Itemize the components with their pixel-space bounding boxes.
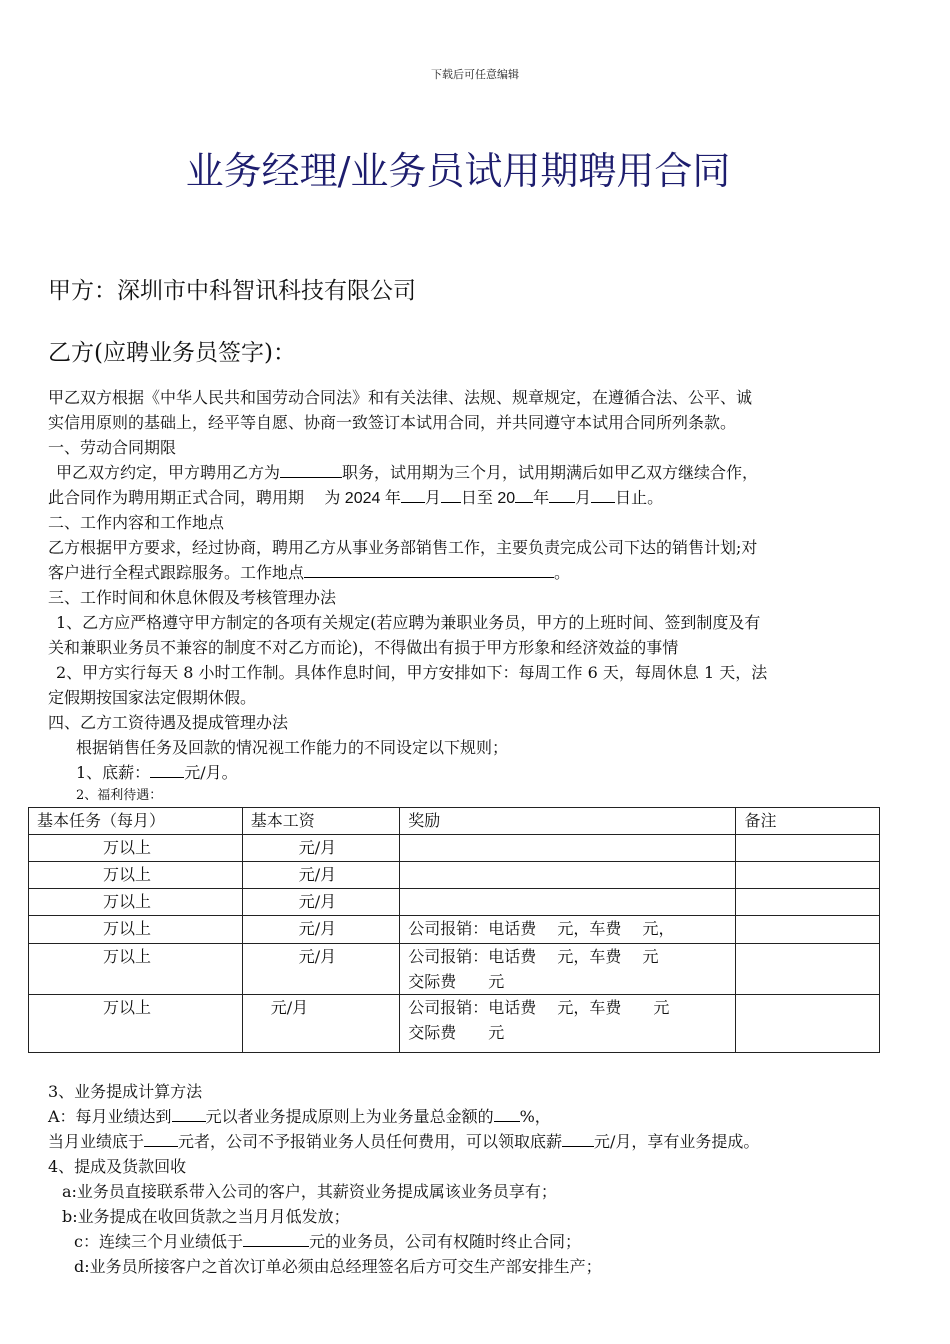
wage-cell: 元/月 <box>242 889 400 916</box>
commission-percent-blank[interactable] <box>494 1104 520 1122</box>
text: 元者，公司不予报销业务人员任何费用，可以领取底薪 <box>178 1132 563 1151</box>
base-pay-blank[interactable] <box>562 1129 594 1147</box>
start-day-blank[interactable] <box>441 485 461 503</box>
party-a: 甲方：深圳市中科智讯科技有限公司 <box>48 278 416 304</box>
section-3-item-1-line-2: 关和兼职业务员不兼容的制度不对乙方而论)，不得做出有损于甲方形象和经济效益的事情 <box>48 638 679 657</box>
document-title: 业务经理/业务员试用期聘用合同 <box>185 149 731 193</box>
text: 职务，试用期为三个月，试用期满后如甲乙双方继续合作， <box>342 463 759 482</box>
section-4-intro: 根据销售任务及回款的情况视工作能力的不同设定以下规则； <box>76 738 509 757</box>
note-cell <box>736 835 880 862</box>
note-cell <box>736 862 880 889</box>
section-2-line-2 <box>48 560 570 585</box>
position-blank[interactable] <box>280 460 342 478</box>
party-b: 乙方(应聘业务员签字)： <box>48 340 296 366</box>
collection-item-c <box>74 1229 581 1254</box>
section-3-title: 三、工作时间和休息休假及考核管理办法 <box>48 588 337 607</box>
text: 甲乙双方约定，甲方聘用乙方为 <box>56 463 281 482</box>
wage-cell: 元/月 <box>242 995 400 1053</box>
header-note: 备注 <box>736 808 880 835</box>
task-cell: 万以上 <box>29 835 243 862</box>
section-1-line-1 <box>56 460 758 485</box>
end-year-blank[interactable] <box>515 485 533 503</box>
text: 当月业绩底于 <box>48 1132 145 1151</box>
section-2-line-1: 乙方根据甲方要求，经过协商，聘用乙方从事业务部销售工作，主要负责完成公司下达的销售计划;对 <box>48 538 758 557</box>
end-day-blank[interactable] <box>591 485 615 503</box>
reward-cell <box>400 835 736 862</box>
note-cell <box>736 916 880 944</box>
table-row <box>29 862 880 889</box>
header-reward: 奖励 <box>400 808 736 835</box>
wage-cell: 元/月 <box>242 916 400 944</box>
section-4-welfare-label: 2、福利待遇： <box>76 788 163 803</box>
reward-cell <box>400 995 736 1053</box>
text: 月 <box>424 488 441 507</box>
task-cell: 万以上 <box>29 889 243 916</box>
start-month-blank[interactable] <box>401 485 425 503</box>
reward-line-2: 交际费 元 <box>408 972 505 991</box>
section-4-base-salary <box>76 760 238 785</box>
text: A：每月业绩达到 <box>48 1107 172 1126</box>
reward-cell <box>400 944 736 995</box>
header-task: 基本任务（每月） <box>29 808 243 835</box>
reward-cell <box>400 862 736 889</box>
text: 元/月，享有业务提成。 <box>594 1132 760 1151</box>
collection-item-b: b:业务提成在收回货款之当月月低发放； <box>62 1207 350 1226</box>
note-cell <box>736 995 880 1053</box>
table-header-row <box>29 808 880 835</box>
text: 客户进行全程式跟踪服务。工作地点 <box>48 563 305 582</box>
commission-rule-b <box>48 1129 759 1154</box>
intro-line-1: 甲乙双方根据《中华人民共和国劳动合同法》和有关法律、法规、规章规定，在遵循合法、公平、诚 <box>48 388 753 407</box>
reward-line-1: 公司报销：电话费 元，车费 元 <box>408 998 670 1017</box>
wage-cell: 元/月 <box>242 944 400 995</box>
reward-cell <box>400 889 736 916</box>
note-cell <box>736 944 880 995</box>
section-3-item-1-line-1: 1、乙方应严格遵守甲方制定的各项有关规定(若应聘为兼职业务员，甲方的上班时间、签到制度及有 <box>56 613 761 632</box>
reward-line-1: 公司报销：电话费 元，车费 元 <box>408 947 659 966</box>
text: 。 <box>554 563 571 582</box>
task-cell: 万以上 <box>29 916 243 944</box>
section-3-item-2-line-2: 定假期按国家法定假期休假。 <box>48 688 257 707</box>
text: 元的业务员，公司有权随时终止合同； <box>308 1232 581 1251</box>
text: 元/月。 <box>184 763 238 782</box>
text: 此合同作为聘用期正式合同，聘用期 <box>48 488 305 507</box>
text: 月 <box>575 488 592 507</box>
task-cell: 万以上 <box>29 862 243 889</box>
text: 元以者业务提成原则上为业务量总金额的 <box>205 1107 494 1126</box>
commission-title: 3、业务提成计算方法 <box>48 1082 203 1101</box>
section-2-title: 二、工作内容和工作地点 <box>48 513 225 532</box>
task-cell: 万以上 <box>29 995 243 1053</box>
work-location-blank[interactable] <box>304 560 554 578</box>
welfare-table <box>28 807 880 1053</box>
base-salary-blank[interactable] <box>150 760 184 778</box>
task-cell: 万以上 <box>29 944 243 995</box>
collection-item-d: d:业务员所接客户之首次订单必须由总经理签名后方可交生产部安排生产； <box>74 1257 602 1276</box>
section-1-title: 一、劳动合同期限 <box>48 438 177 457</box>
intro-line-2: 实信用原则的基础上，经平等自愿、协商一致签订本试用合同，并共同遵守本试用合同所列条款。 <box>48 413 737 432</box>
table-row <box>29 995 880 1053</box>
text: 日至 20 <box>460 490 516 507</box>
collection-item-a: a:业务员直接联系带入公司的客户，其薪资业务提成属该业务员享有； <box>62 1182 557 1201</box>
text: 为 2024 年 <box>324 490 401 507</box>
reward-line-2: 交际费 元 <box>408 1023 505 1042</box>
table-row <box>29 835 880 862</box>
header-note: 下载后可任意编辑 <box>431 68 519 81</box>
section-3-item-2-line-1: 2、甲方实行每天 8 小时工作制。具体作息时间，甲方安排如下：每周工作 6 天，每周休息 1 天，法 <box>56 663 768 682</box>
text: 1、底薪： <box>76 763 151 782</box>
table-row <box>29 916 880 944</box>
text: 日止。 <box>615 488 664 507</box>
text: c：连续三个月业绩低于 <box>74 1232 243 1251</box>
wage-cell: 元/月 <box>242 862 400 889</box>
wage-cell: 元/月 <box>242 835 400 862</box>
section-1-line-2 <box>48 485 663 511</box>
text: %， <box>519 1107 551 1126</box>
performance-target-blank[interactable] <box>172 1104 206 1122</box>
text: 年 <box>533 488 550 507</box>
end-month-blank[interactable] <box>549 485 575 503</box>
table-row <box>29 944 880 995</box>
note-cell <box>736 889 880 916</box>
table-row <box>29 889 880 916</box>
collection-title: 4、提成及货款回收 <box>48 1157 187 1176</box>
header-wage: 基本工资 <box>242 808 400 835</box>
section-4-title: 四、乙方工资待遇及提成管理办法 <box>48 713 289 732</box>
minimum-threshold-blank[interactable] <box>243 1229 309 1247</box>
minimum-performance-blank[interactable] <box>144 1129 178 1147</box>
commission-rule-a <box>48 1104 551 1129</box>
reward-cell: 公司报销：电话费 元，车费 元， <box>400 916 736 944</box>
